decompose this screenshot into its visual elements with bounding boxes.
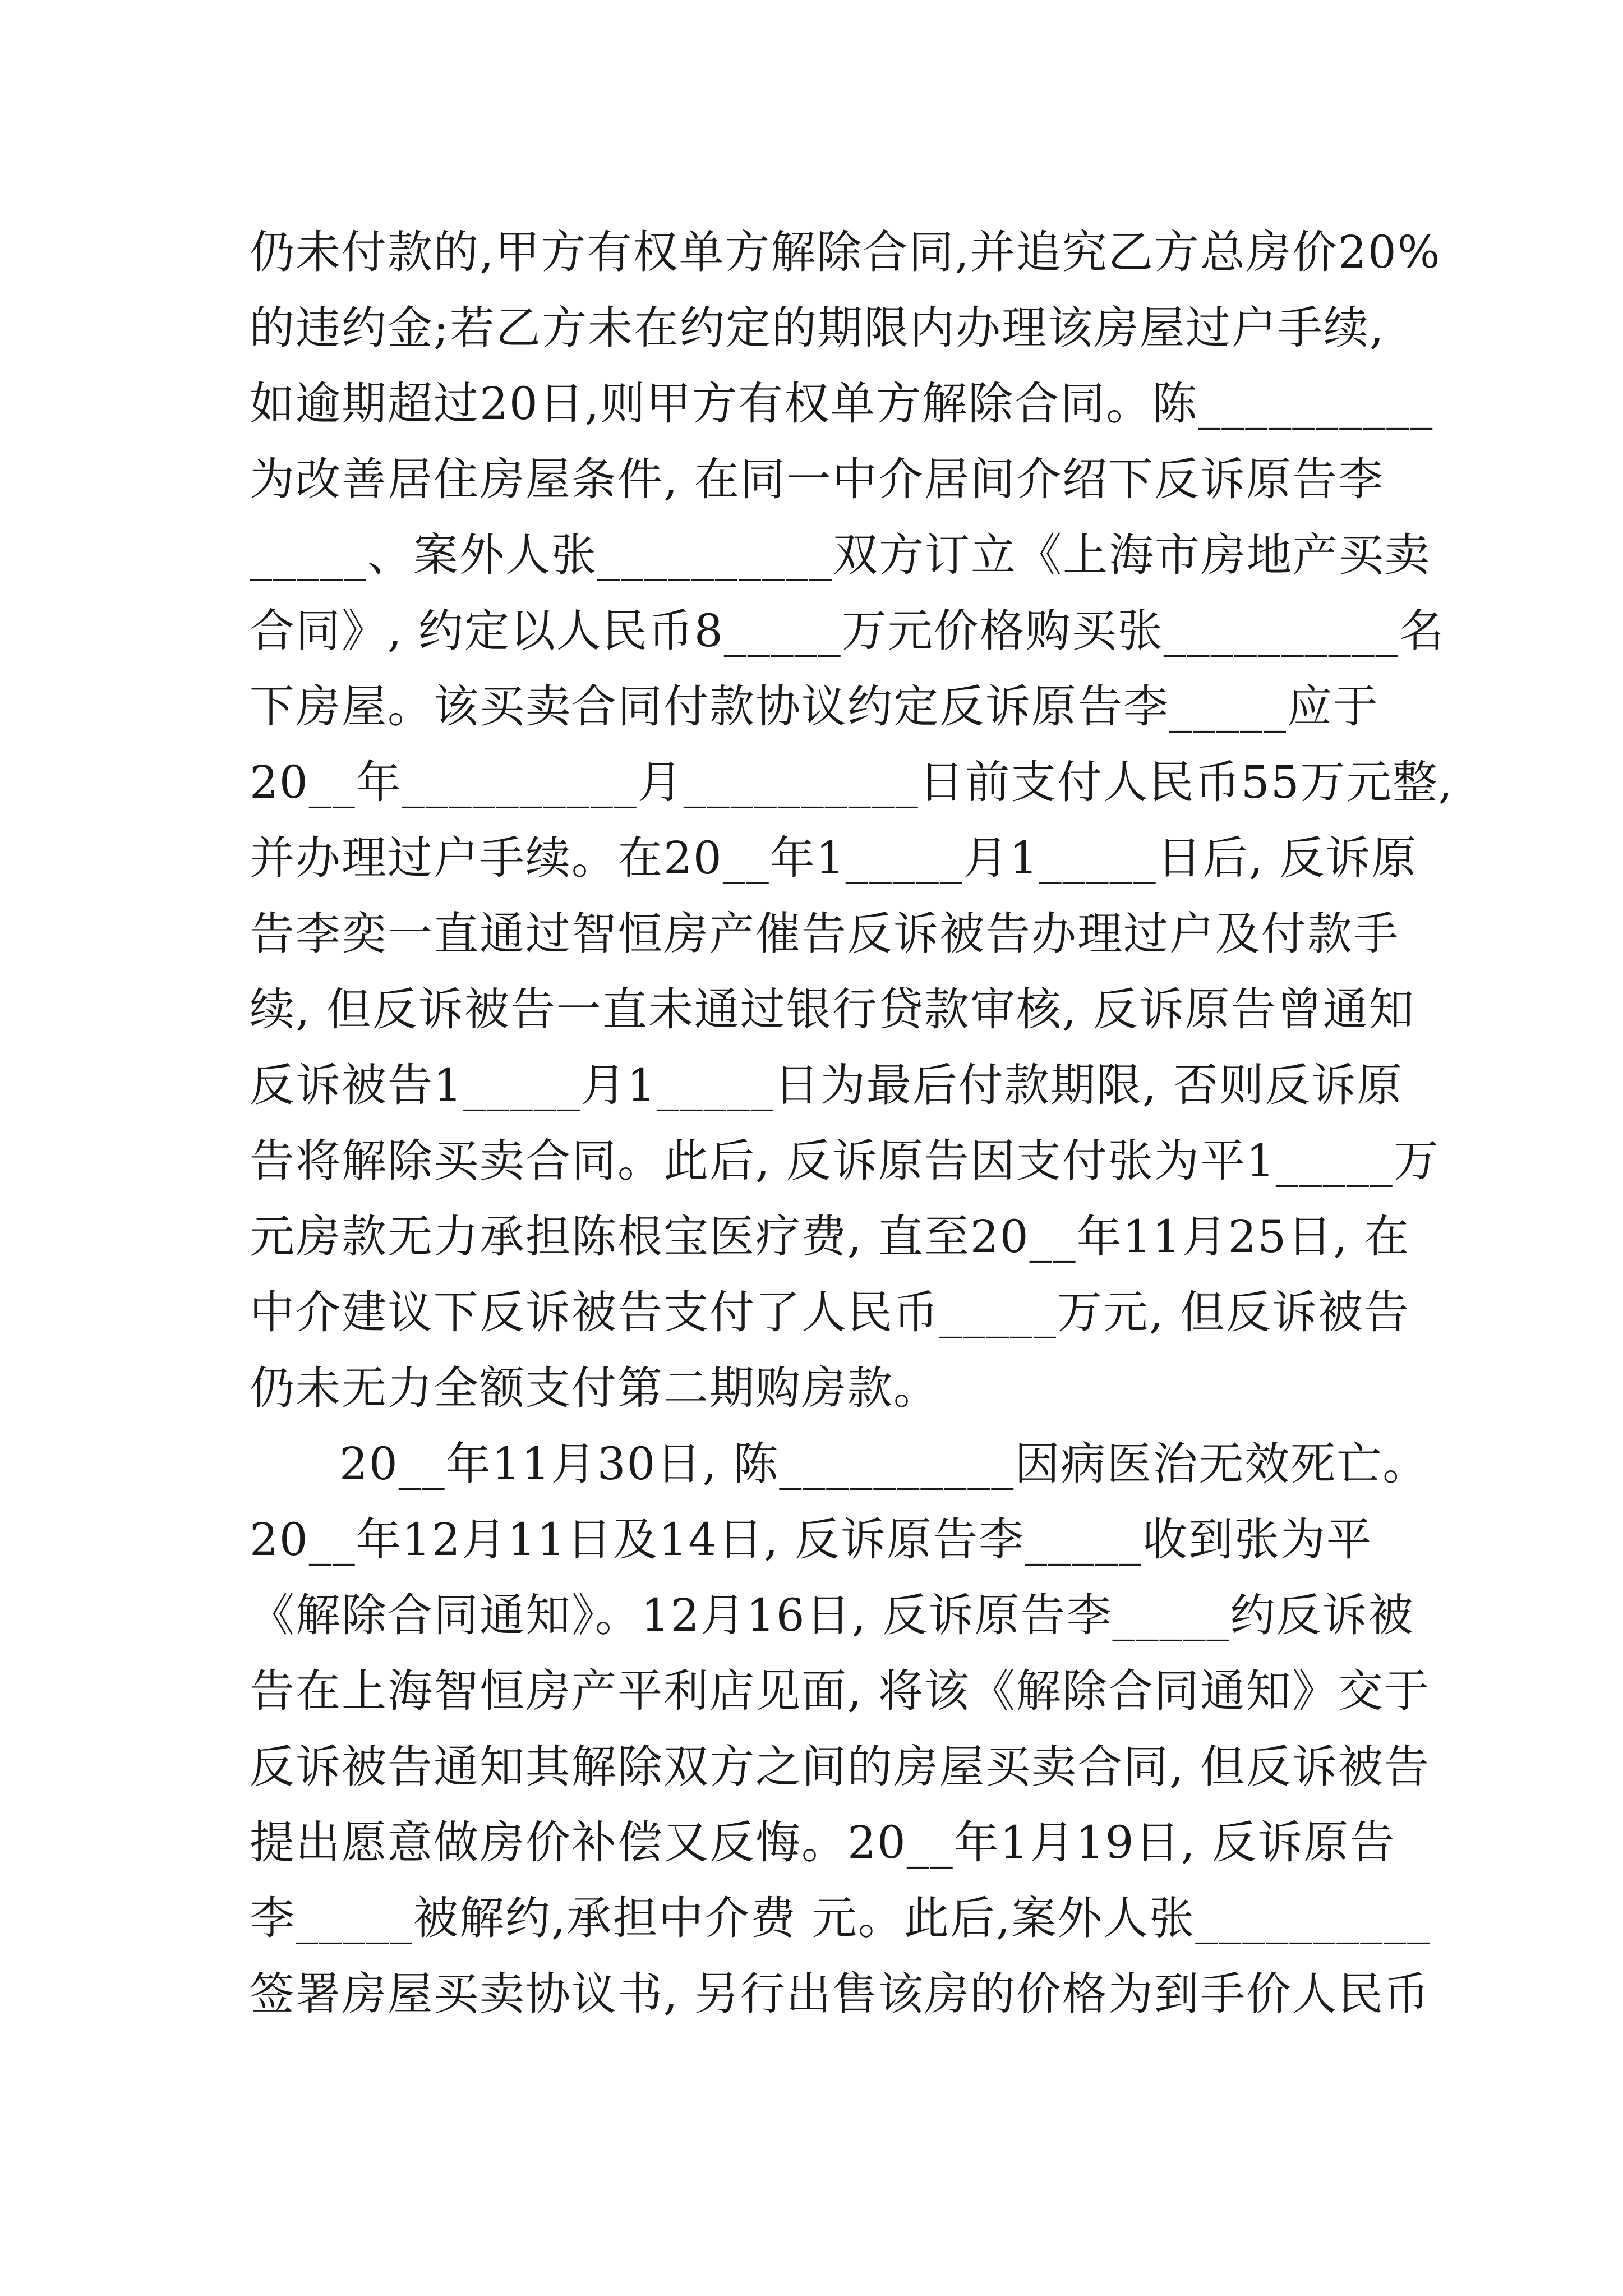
text-line: 李_____被解约,承担中介费 元。此后,案外人张__________ bbox=[250, 1892, 1431, 1944]
text-line: 仍未无力全额支付第二期购房款。 bbox=[250, 1362, 939, 1414]
text-line: 反诉被告通知其解除双方之间的房屋买卖合同, 但反诉被告 bbox=[250, 1741, 1430, 1793]
text-line: 中介建议下反诉被告支付了人民币_____万元, 但反诉被告 bbox=[250, 1286, 1410, 1338]
text-line: 告将解除买卖合同。此后, 反诉原告因支付张为平1_____万 bbox=[250, 1135, 1440, 1187]
paragraph-first-line: 20__年11月30日, 陈__________因病医治无效死亡。 bbox=[339, 1438, 1429, 1490]
text-line: 20__年__________月__________日前支付人民币55万元整, bbox=[250, 756, 1454, 808]
text-line: 告在上海智恒房产平利店见面, 将该《解除合同通知》交于 bbox=[250, 1665, 1430, 1717]
text-line: 提出愿意做房价补偿又反悔。20__年1月19日, 反诉原告 bbox=[250, 1816, 1396, 1869]
text-line: 如逾期超过20日,则甲方有权单方解除合同。陈__________ bbox=[250, 378, 1434, 430]
text-line: 签署房屋买卖协议书, 另行出售该房的价格为到手价人民币 bbox=[250, 1968, 1430, 2020]
text-line: 续, 但反诉被告一直未通过银行贷款审核, 反诉原告曾通知 bbox=[250, 983, 1415, 1036]
text-line: 为改善居住房屋条件, 在同一中介居间介绍下反诉原告李 bbox=[250, 453, 1384, 505]
text-line: _____、案外人张__________双方订立《上海市房地产买卖 bbox=[250, 529, 1431, 581]
text-line: 告李奕一直通过智恒房产催告反诉被告办理过户及付款手 bbox=[250, 908, 1399, 960]
text-line: 元房款无力承担陈根宝医疗费, 直至20__年11月25日, 在 bbox=[250, 1211, 1410, 1263]
text-line: 并办理过户手续。在20__年1_____月1_____日后, 反诉原 bbox=[250, 832, 1418, 884]
text-line: 的违约金;若乙方未在约定的期限内办理该房屋过户手续, bbox=[250, 302, 1385, 354]
text-line: 仍未付款的,甲方有权单方解除合同,并追究乙方总房价20% bbox=[250, 226, 1441, 278]
text-line: 反诉被告1_____月1_____日为最后付款期限, 否则反诉原 bbox=[250, 1059, 1403, 1111]
text-line: 下房屋。该买卖合同付款协议约定反诉原告李_____应于 bbox=[250, 680, 1379, 733]
text-line: 《解除合同通知》。12月16日, 反诉原告李_____约反诉被 bbox=[250, 1589, 1414, 1641]
text-line: 合同》, 约定以人民币8_____万元价格购买张__________名 bbox=[250, 605, 1445, 657]
text-line: 20__年12月11日及14日, 反诉原告李_____收到张为平 bbox=[250, 1513, 1373, 1566]
